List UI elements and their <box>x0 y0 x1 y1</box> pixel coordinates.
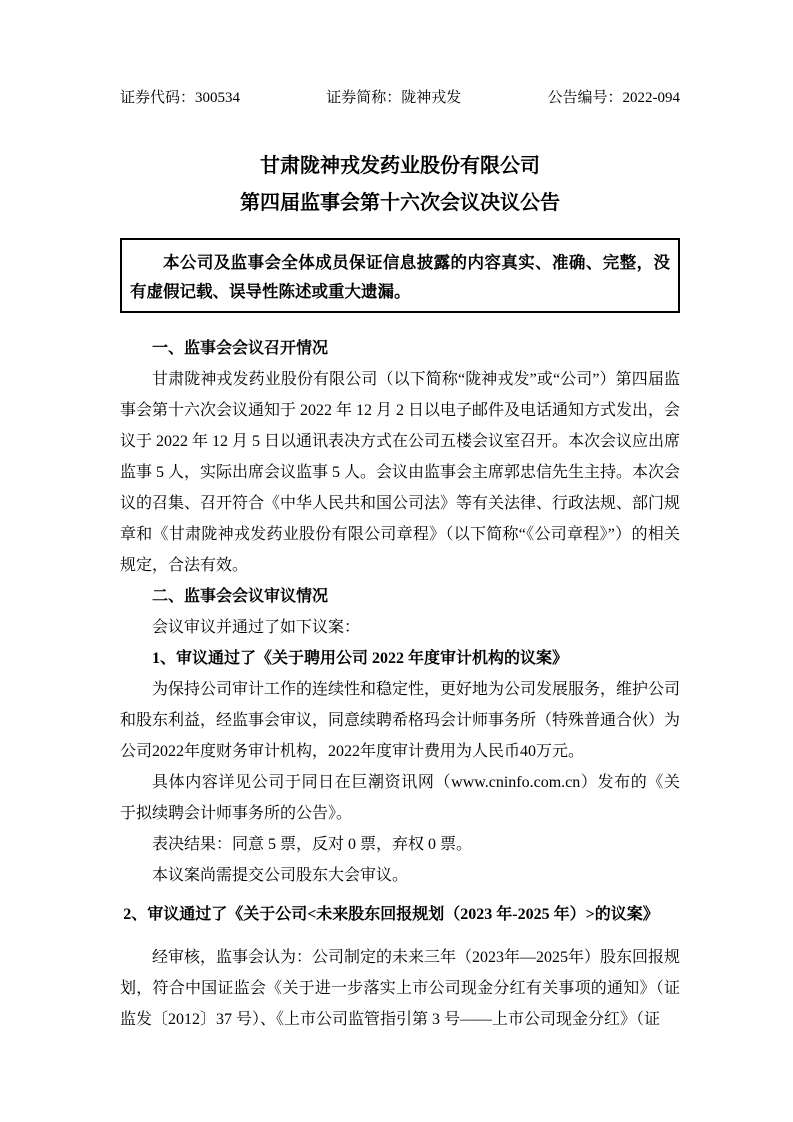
item2-heading: 2、审议通过了《关于公司<未来股东回报规划（2023 年-2025 年）>的议案》 <box>123 906 659 923</box>
disclaimer-box <box>120 238 680 313</box>
section1-heading: 一、监事会会议召开情况 <box>152 340 329 357</box>
section2-heading: 二、监事会会议审议情况 <box>152 588 329 605</box>
title-block <box>120 148 680 222</box>
disclaimer-text: 本公司及监事会全体成员保证信息披露的内容真实、准确、完整，没有虚假记载、误导性陈述或重大遗漏。 <box>130 253 670 301</box>
item1-paragraph1: 为保持公司审计工作的连续性和稳定性，更好地为公司发展服务，维护公司和股东利益，经监事会审议，同意续聘希格玛会计师事务所（特殊普通合伙）为公司2022年度财务审计机构，2022年度审计费用为人民币40万元。 <box>120 681 681 760</box>
section1-paragraph: 甘肃陇神戎发药业股份有限公司（以下简称“陇神戎发”或“公司”）第四届监事会第十六次会议通知于 2022 年 12 月 2 日以电子邮件及电话通知方式发出，会议于 2022 年 12 月 5 日以通讯表决方式在公司五楼会议室召开。本次会议应出席监事 5 人，实际出席会议监事 5 人。会议由监事会主席郭忠信先生主持。本次会议的召集、召开符合《中华人民共和国公司法》等有关法律、行政法规、部门规章和《甘肃陇神戎发药业股份有限公司章程》（以下简称“《公司章程》”）的相关规定，合法有效。 <box>120 371 681 574</box>
announcement-number: 公告编号：2022-094 <box>547 90 680 106</box>
item2-paragraph1: 经审核，监事会认为：公司制定的未来三年（2023年—2025年）股东回报规划，符合中国证监会《关于进一步落实上市公司现金分红有关事项的通知》（证监发〔2012〕37 号）、《上市公司监管指引第 3 号——上市公司现金分红》（证 <box>120 949 681 1028</box>
item1-heading: 1、审议通过了《关于聘用公司 2022 年度审计机构的议案》 <box>152 650 569 667</box>
company-name-title: 甘肃陇神戎发药业股份有限公司 <box>260 155 540 177</box>
meeting-resolution-title: 第四届监事会第十六次会议决议公告 <box>240 192 560 214</box>
item1-paragraph2: 具体内容详见公司于同日在巨潮资讯网（www.cninfo.com.cn）发布的《关于拟续聘会计师事务所的公告》。 <box>120 774 680 822</box>
stock-name: 证券简称：陇神戎发 <box>326 90 462 106</box>
section2-intro: 会议审议并通过了如下议案： <box>152 619 361 636</box>
document-body <box>120 333 680 1035</box>
doc-header <box>120 88 680 108</box>
stock-code: 证券代码：300534 <box>120 90 241 106</box>
item1-note: 本议案尚需提交公司股东大会审议。 <box>152 867 409 884</box>
item1-vote-result: 表决结果：同意 5 票，反对 0 票，弃权 0 票。 <box>152 836 473 853</box>
